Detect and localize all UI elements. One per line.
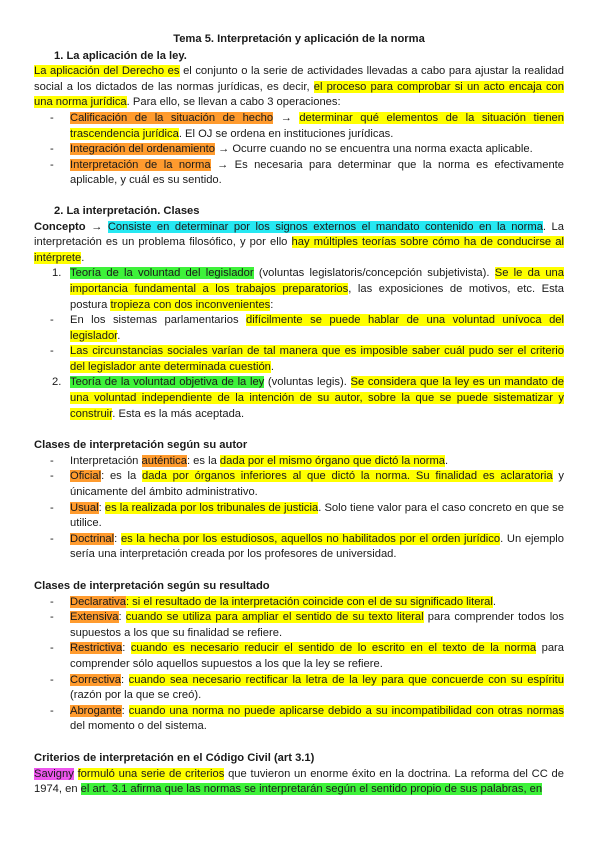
- highlight-yellow: : si el resultado de la interpretación coincide con el de su significado literal: [125, 595, 493, 608]
- list-item: - Oficial: es la dada por órganos inferiores al que dictó la norma. Su finalidad es aclaratoria y únicamente del ámbito administrativo.: [34, 469, 564, 500]
- paragraph-concepto: Concepto → Consiste en determinar por los signos externos el mandato contenido en la norma. La interpretación es un problema filosófico, y por ello hay múltiples teorías sobre cómo ha de conducirse al intérprete.: [34, 220, 564, 264]
- document-body: [34, 32, 564, 798]
- highlight-orange: Restrictiva: [70, 642, 123, 655]
- highlight-orange: Integración del ordenamiento: [70, 143, 215, 156]
- spacer: [34, 189, 564, 204]
- list-item: 2. Teoría de la voluntad objetiva de la ley (voluntas legis). Se considera que la ley es un mandato de una voluntad independiente de la intención de su autor, sobre la que se puede sistematizar y construir. Esta es la más aceptada.: [52, 376, 565, 420]
- list-item: 1. Teoría de la voluntad del legislador (voluntas legislatoris/concepción subjetivista). Se le da una importancia fundamental a los trabajos preparatorios, las exposiciones de motivos, etc. Esta postura tropieza con dos inconvenientes:: [52, 267, 565, 311]
- highlight-yellow: el proceso para comprobar si un acto encaja con una norma jurídica: [34, 80, 565, 109]
- list-item: - Restrictiva: cuando es necesario reducir el sentido de lo escrito en el texto de la norma para comprender sólo aquellos supuestos a los que la ley se refiere.: [34, 641, 564, 672]
- list-item: - Extensiva: cuando se utiliza para ampliar el sentido de su texto literal para comprender todos los supuestos a los que su finalidad se refiere.: [34, 610, 564, 641]
- spacer: [34, 563, 564, 579]
- inconvenientes-list: [34, 313, 564, 375]
- theories-list-2: [34, 375, 564, 422]
- list-item: - En los sistemas parlamentarios difícilmente se puede hablar de una voluntad unívoca del legislador.: [34, 313, 564, 344]
- highlight-yellow: es la realizada por los tribunales de justicia: [104, 501, 319, 514]
- highlight-yellow: dada por el mismo órgano que dictó la norma: [219, 454, 446, 467]
- highlight-yellow: dada por órganos inferiores al que dictó la norma. Su finalidad es aclaratoria: [142, 470, 553, 483]
- paragraph-criterios: Savigny formuló una serie de criterios que tuvieron un enorme éxito en la doctrina. La reforma del CC de 1974, en el art. 3.1 afirma que las normas se interpretarán según el sentido propio de sus palabras, en: [34, 767, 564, 796]
- highlight-orange: Calificación de la situación de hecho: [70, 111, 274, 124]
- document-title: Tema 5. Interpretación y aplicación de la norma: [173, 33, 425, 45]
- list-item: - Declarativa: si el resultado de la interpretación coincide con el de su significado literal.: [34, 595, 564, 611]
- highlight-yellow: cuando una norma no puede aplicarse debido a su incompatibilidad con otras normas: [128, 704, 564, 717]
- list-item: - Interpretación de la norma → Es necesaria para determinar que la norma es efectivamente aplicable, y cuál es su sentido.: [34, 158, 564, 189]
- resultado-list: [34, 595, 564, 735]
- theories-list-1: [34, 266, 564, 313]
- list-item: - Integración del ordenamiento → Ocurre cuando no se encuentra una norma exacta aplicable.: [34, 142, 564, 158]
- highlight-orange: Doctrinal: [70, 532, 115, 545]
- paragraph-aplicacion: La aplicación del Derecho es el conjunto o la serie de actividades llevadas a cabo para ajustar la realidad social a los dictados de las normas jurídicas, es decir, el proceso para comprobar si un acto encaja con una norma jurídica. Para ello, se llevan a cabo 3 operaciones:: [34, 65, 565, 109]
- highlight-yellow: Se considera que la ley es un mandato de una voluntad independiente de la intención de su autor, sobre la que se puede sistematizar y construir: [70, 376, 565, 420]
- list-item: - Abrogante: cuando una norma no puede aplicarse debido a su incompatibilidad con otras normas del momento o del sistema.: [34, 704, 564, 735]
- highlight-orange: Usual: [70, 501, 99, 514]
- highlight-yellow: determinar qué elementos de la situación tienen trascendencia jurídica: [70, 111, 565, 140]
- highlight-yellow: cuando sea necesario rectificar la letra de la ley para que concuerde con su espíritu: [128, 673, 564, 686]
- section-heading-aplicacion: 1. La aplicación de la ley.: [54, 49, 187, 62]
- highlight-yellow: cuando es necesario reducir el sentido de lo escrito en el texto de la norma: [130, 642, 537, 655]
- operations-list: [34, 111, 564, 189]
- highlight-orange: Abrogante: [70, 704, 122, 717]
- list-item: - Usual: es la realizada por los tribunales de justicia. Solo tiene valor para el caso concreto en que se utilice.: [34, 501, 564, 532]
- section-heading-resultado: Clases de interpretación según su resultado: [34, 580, 270, 592]
- highlight-magenta: Savigny: [34, 767, 74, 780]
- highlight-yellow: Las circunstancias sociales varían de tal manera que es imposible saber cuál pudo ser el criterio del legislador ante determinada cuestión: [70, 345, 564, 373]
- highlight-yellow: Se le da una importancia fundamental a los trabajos preparatorios: [70, 267, 565, 295]
- highlight-orange: Correctiva: [70, 673, 121, 686]
- highlight-orange: auténtica: [141, 454, 187, 467]
- list-item: - Interpretación auténtica: es la dada por el mismo órgano que dictó la norma.: [34, 454, 564, 470]
- highlight-yellow: cuando se utiliza para ampliar el sentido de su texto literal: [125, 611, 424, 624]
- list-item: - Calificación de la situación de hecho → determinar qué elementos de la situación tienen trascendencia jurídica. El OJ se ordena en instituciones jurídicas.: [34, 111, 564, 142]
- autor-list: [34, 454, 564, 563]
- highlight-orange: Oficial: [70, 470, 102, 483]
- section-heading-interpretacion: 2. La interpretación. Clases: [54, 204, 200, 217]
- highlight-orange: Declarativa: [70, 595, 126, 608]
- section-heading-criterios: Criterios de interpretación en el Código Civil (art 3.1): [34, 751, 315, 764]
- highlight-yellow: difícilmente se puede hablar de una voluntad unívoca del legislador: [70, 314, 564, 342]
- spacer: [34, 735, 564, 751]
- highlight-green: Teoría de la voluntad objetiva de la ley: [70, 376, 265, 389]
- list-item: - Correctiva: cuando sea necesario rectificar la letra de la ley para que concuerde con su espíritu (razón por la que se creó).: [34, 673, 564, 704]
- highlight-green: el art. 3.1 afirma que las normas se interpretarán según el sentido propio de sus palabras, en: [80, 783, 543, 796]
- highlight-orange: Extensiva: [70, 611, 119, 624]
- highlight-yellow: hay múltiples teorías sobre cómo ha de conducirse al intérprete: [34, 236, 564, 264]
- list-item: - Las circunstancias sociales varían de tal manera que es imposible saber cuál pudo ser el criterio del legislador ante determinada cuestión.: [34, 344, 564, 375]
- highlight-yellow: formuló una serie de criterios: [77, 767, 225, 780]
- highlight-cyan: Consiste en determinar por los signos externos el mandato contenido en la norma: [107, 220, 543, 233]
- highlight-yellow: es la hecha por los estudiosos, aquellos no habilitados por el orden jurídico: [120, 532, 501, 545]
- highlight-orange: Interpretación de la norma: [70, 158, 211, 171]
- section-heading-autor: Clases de interpretación según su autor: [34, 439, 248, 452]
- concept-label: Concepto: [34, 220, 86, 233]
- highlight-green: Teoría de la voluntad del legislador: [70, 267, 254, 280]
- highlight-yellow: La aplicación del Derecho es: [34, 65, 180, 78]
- highlight-yellow: tropieza con dos inconvenientes: [110, 298, 271, 311]
- spacer: [34, 422, 564, 438]
- list-item: - Doctrinal: es la hecha por los estudiosos, aquellos no habilitados por el orden jurídico. Un ejemplo sería una interpretación creada por los profesores de universidad.: [34, 532, 564, 563]
